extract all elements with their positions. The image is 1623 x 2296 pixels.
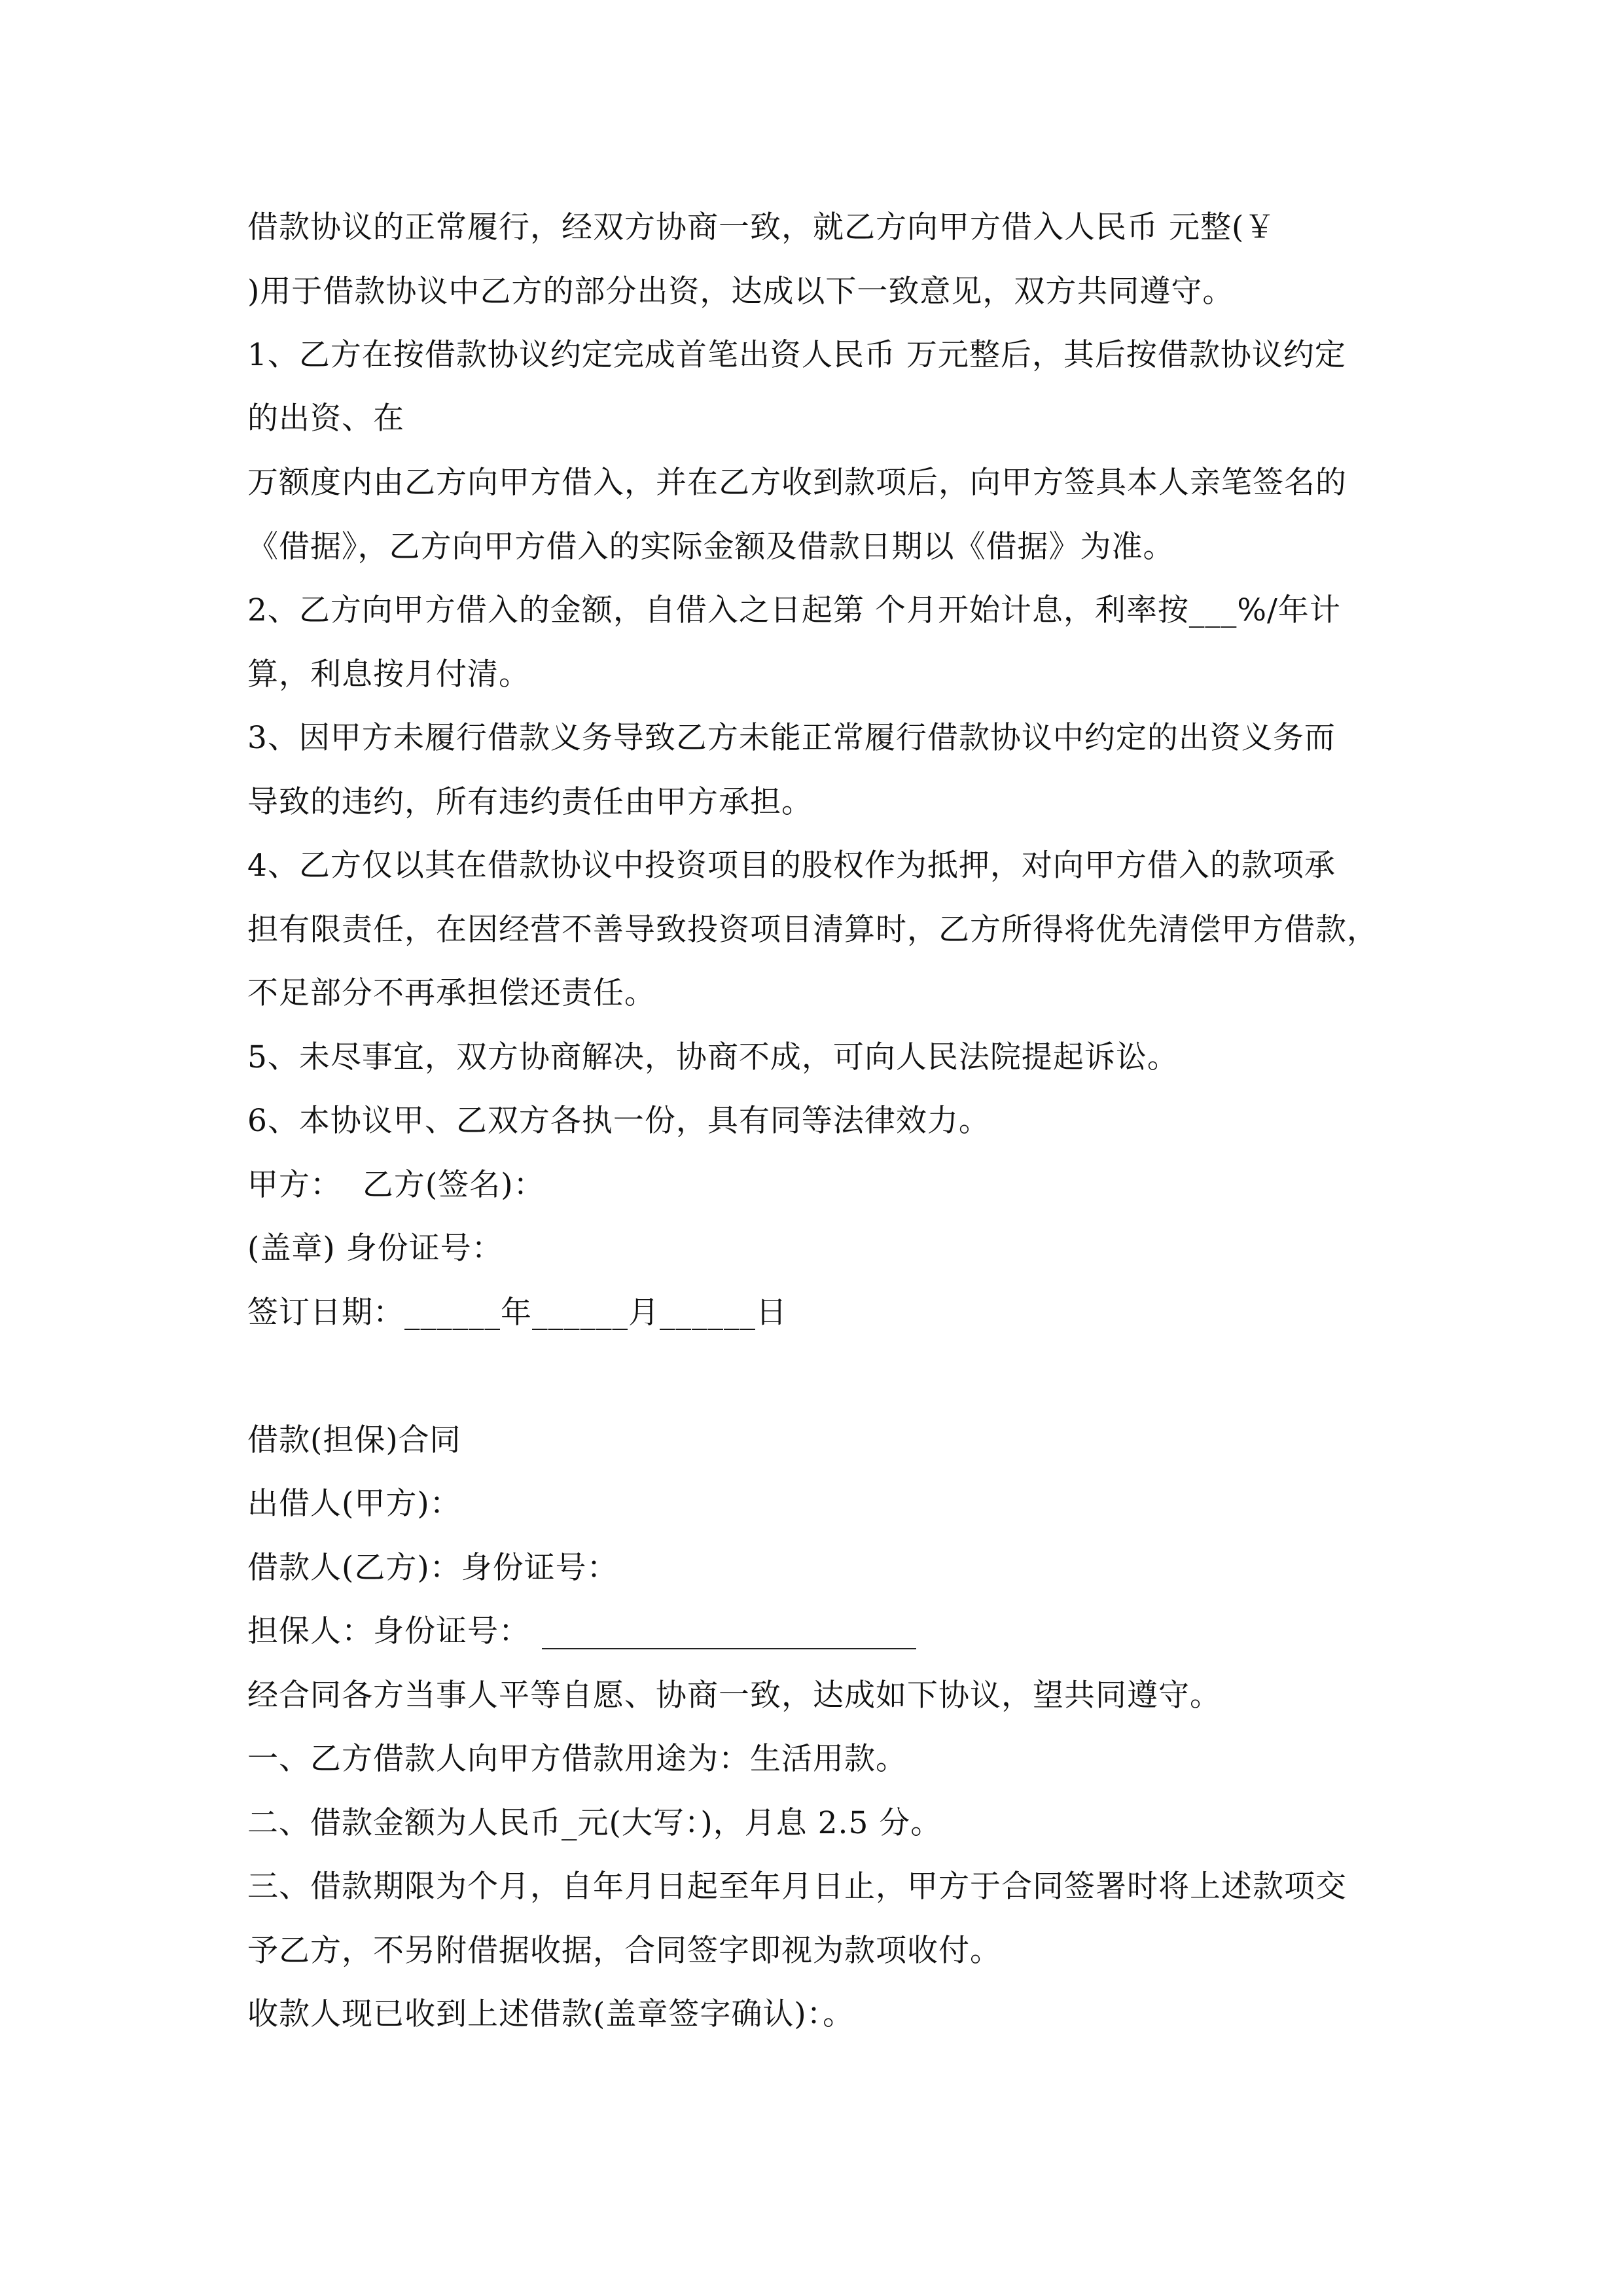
s2-line-10: 收款人现已收到上述借款(盖章签字确认)：。 (247, 1996, 855, 2032)
s1-line-13: 不足部分不再承担偿还责任。 (247, 975, 656, 1011)
guarantor-id-blank (542, 1648, 916, 1649)
s1-line-1: 借款协议的正常履行，经双方协商一致，就乙方向甲方借入人民币 元整(￥ (247, 209, 1276, 245)
s1-line-4: 的出资、在 (247, 401, 404, 437)
s1-line-12: 担有限责任，在因经营不善导致投资项目清算时，乙方所得将优先清偿甲方借款， (247, 912, 1378, 948)
signature-party-a-b: 甲方： 乙方(签名)： (247, 1167, 545, 1203)
s1-line-11: 4、乙方仅以其在借款协议中投资项目的股权作为抵押，对向甲方借入的款项承 (247, 848, 1336, 884)
s1-line-9: 3、因甲方未履行借款义务导致乙方未能正常履行借款协议中约定的出资义务而 (247, 720, 1336, 756)
signing-date: 签订日期：______年______月______日 (247, 1295, 787, 1331)
s1-line-7: 2、乙方向甲方借入的金额，自借入之日起第 个月开始计息，利率按___%/年计 (247, 592, 1341, 628)
s2-line-5: 经合同各方当事人平等自愿、协商一致，达成如下协议，望共同遵守。 (247, 1677, 1221, 1713)
s2-line-9: 予乙方，不另附借据收据，合同签字即视为款项收付。 (247, 1933, 1001, 1969)
lender-line: 出借人(甲方)： (247, 1486, 461, 1522)
s1-line-14: 5、未尽事宜，双方协商解决，协商不成，可向人民法院提起诉讼。 (247, 1039, 1179, 1075)
s2-line-7: 二、借款金额为人民币_元(大写：)，月息 2.5 分。 (247, 1805, 942, 1841)
s2-line-8: 三、借款期限为个月，自年月日起至年月日止，甲方于合同签署时将上述款项交 (247, 1869, 1347, 1905)
borrower-line: 借款人(乙方)：身份证号： (247, 1550, 618, 1586)
s1-line-8: 算，利息按月付清。 (247, 656, 530, 692)
s2-line-6: 一、乙方借款人向甲方借款用途为：生活用款。 (247, 1741, 907, 1777)
s1-line-15: 6、本协议甲、乙双方各执一份，具有同等法律效力。 (247, 1103, 990, 1139)
s1-line-2: )用于借款协议中乙方的部分出资，达成以下一致意见，双方共同遵守。 (247, 274, 1234, 310)
guarantor-line: 担保人：身份证号： (247, 1613, 530, 1649)
contract-title: 借款(担保)合同 (247, 1422, 461, 1458)
s1-line-3: 1、乙方在按借款协议约定完成首笔出资人民币 万元整后，其后按借款协议约定 (247, 337, 1346, 373)
seal-id-number: (盖章) 身份证号： (247, 1230, 503, 1266)
s1-line-6: 《借据》，乙方向甲方借入的实际金额及借款日期以《借据》为准。 (247, 529, 1175, 565)
s1-line-10: 导致的违约，所有违约责任由甲方承担。 (247, 784, 813, 820)
s1-line-5: 万额度内由乙方向甲方借入，并在乙方收到款项后，向甲方签具本人亲笔签名的 (247, 465, 1347, 501)
